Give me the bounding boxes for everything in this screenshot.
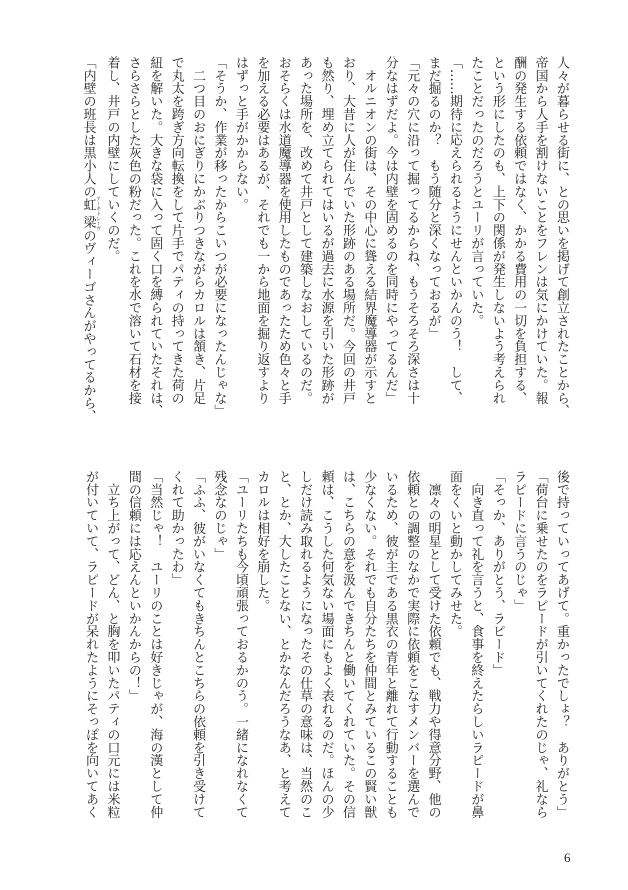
text-line: おそらくは水道魔導器を使用したものであったため色々と手 — [275, 56, 291, 405]
text-line: 酬の発生する依頼ではなく、かかる費用の一切を負担する、 — [511, 56, 527, 405]
top-text-block — [77, 56, 572, 428]
text-line: と、とか、大したことない、とかなんだろうなあ、と考えて — [275, 470, 291, 819]
text-line: 後で持っていってあげて。重かったでしょ？ ありがとう」 — [554, 470, 569, 819]
text-line: 凛々の明星として受けた依頼でも、戦力や得意分野、他の — [425, 470, 441, 819]
text-segment: 「内壁の班長は黒小人の — [80, 56, 96, 198]
text-line: さらさらとした灰色の粉だった。これを水で溶いて石材を接 — [125, 56, 141, 405]
text-line: たことだったのだろうとユーリが言っていた。 — [468, 56, 484, 327]
text-line: しだけ読み取れるようになったその仕草の意味は、当然のこ — [297, 470, 313, 819]
text-line: 紐を解いた。大きな袋に入って固く口を縛られていたそれは、 — [147, 56, 163, 418]
text-line: 依頼との調整のなかで実際に依頼をこなすメンバーを選んで — [404, 470, 420, 819]
text-line: いるため、彼が主である黒衣の青年と離れて行動することも — [382, 470, 398, 819]
text-line — [77, 56, 101, 428]
text-line: 「当然じゃ！ ユーリのことは好きじゃが、海の漢として仲 — [147, 470, 163, 819]
text-line: を加える必要はあるが、それでも一から地面を掘り返すより — [254, 56, 270, 405]
text-line: 「荷台に乗せたのをラピードが引いてくれたのじゃ、礼なら — [532, 470, 548, 819]
text-line: 「そうか、作業が移ったからこいつが必要になったんじゃな」 — [211, 56, 227, 418]
ruby-text: アーキトレーヴ — [95, 195, 102, 231]
text-line: はずっと手がかからない。 — [232, 56, 248, 211]
text-line: 二つ目のおにぎりにかぶりつきながらカロルは頷き、片足 — [190, 56, 206, 405]
text-line: 面をくいと動かしてみせた。 — [446, 470, 462, 638]
text-line: くれて助かったわ」 — [168, 470, 184, 587]
ruby-base: 虹梁 — [80, 195, 96, 231]
text-line: 分なはずだよ。今は内壁を固めるのを同時にやってるんだ」 — [382, 56, 398, 405]
text-line: 間の信頼には応えんといかんからの！」 — [125, 470, 141, 703]
text-line: 少なくない。それでも自分たちを仲間とみているこの賢い獣 — [361, 470, 377, 819]
text-line: おり、大昔に人が住んでいた形跡のある場所だ。今回の井戸 — [339, 56, 355, 405]
text-line: オルニオンの街は、その中心に聳える結界魔導器が示すと — [361, 56, 377, 405]
text-line: 「ユーリたちも今頃頑張っておるかのう。一緒になれなくて — [232, 470, 248, 819]
text-line: 着し、井戸の内壁にしていくのだ。 — [104, 56, 120, 263]
text-line: 頼は、こうした何気ない場面にもよく表れるのだ。ほんの少 — [318, 470, 334, 819]
text-line: 残念なのじゃ」 — [211, 470, 227, 561]
page-number: 6 — [564, 850, 571, 865]
text-line: という形にしたのも、上下の関係が発生しないよう考えられ — [489, 56, 505, 405]
text-line: ラピードに言うのじゃ」 — [511, 470, 527, 612]
text-line: 人々が暮らせる街に、との思いを掲げて創立されたことから、 — [554, 56, 569, 418]
ruby-annotation — [80, 195, 102, 231]
text-line: 向き直って礼を言うと、食事を終えたらしいラピードが鼻 — [468, 470, 484, 819]
text-line: も然り、埋め立てられてはいるが過去に水源を引いた形跡が — [318, 56, 334, 405]
text-line: カロルは相好を崩した。 — [254, 470, 270, 612]
text-line: は、こちらの意を汲んできちんと働いてくれていた。その信 — [339, 470, 355, 819]
text-line: まだ掘るのか？ もう随分と深くなっておるが」 — [425, 56, 441, 340]
text-line: 「ふふ、彼がいなくてもきちんとこちらの依頼を引き受けて — [190, 470, 206, 819]
text-line: が付いていて、ラピードが呆れたようにそっぽを向いてあく — [83, 470, 99, 819]
text-segment: のヴィーゴさんがやってるから、 — [80, 228, 96, 423]
text-line: 「元々の穴に沿って掘ってるからね、もうそろそろ深さは十 — [404, 56, 420, 405]
text-line: 「……期待に応えられるようにせんといかんのう！ して、 — [446, 56, 462, 405]
text-line: 帝国から人手を割けないことをフレンは気にかけていた。報 — [532, 56, 548, 405]
text-line: で丸太を跨ぎ方向転換をして片手でパティの持ってきた荷の — [168, 56, 184, 405]
text-line: あった場所を、改めて井戸として建築しなおしているのだ。 — [297, 56, 313, 405]
text-line: 立ち上がって、どん、と胸を叩いたパティの口元には米粒 — [104, 470, 120, 819]
text-line: 「そっか、ありがとう、ラピード」 — [489, 470, 505, 677]
bottom-text-block — [80, 470, 572, 854]
